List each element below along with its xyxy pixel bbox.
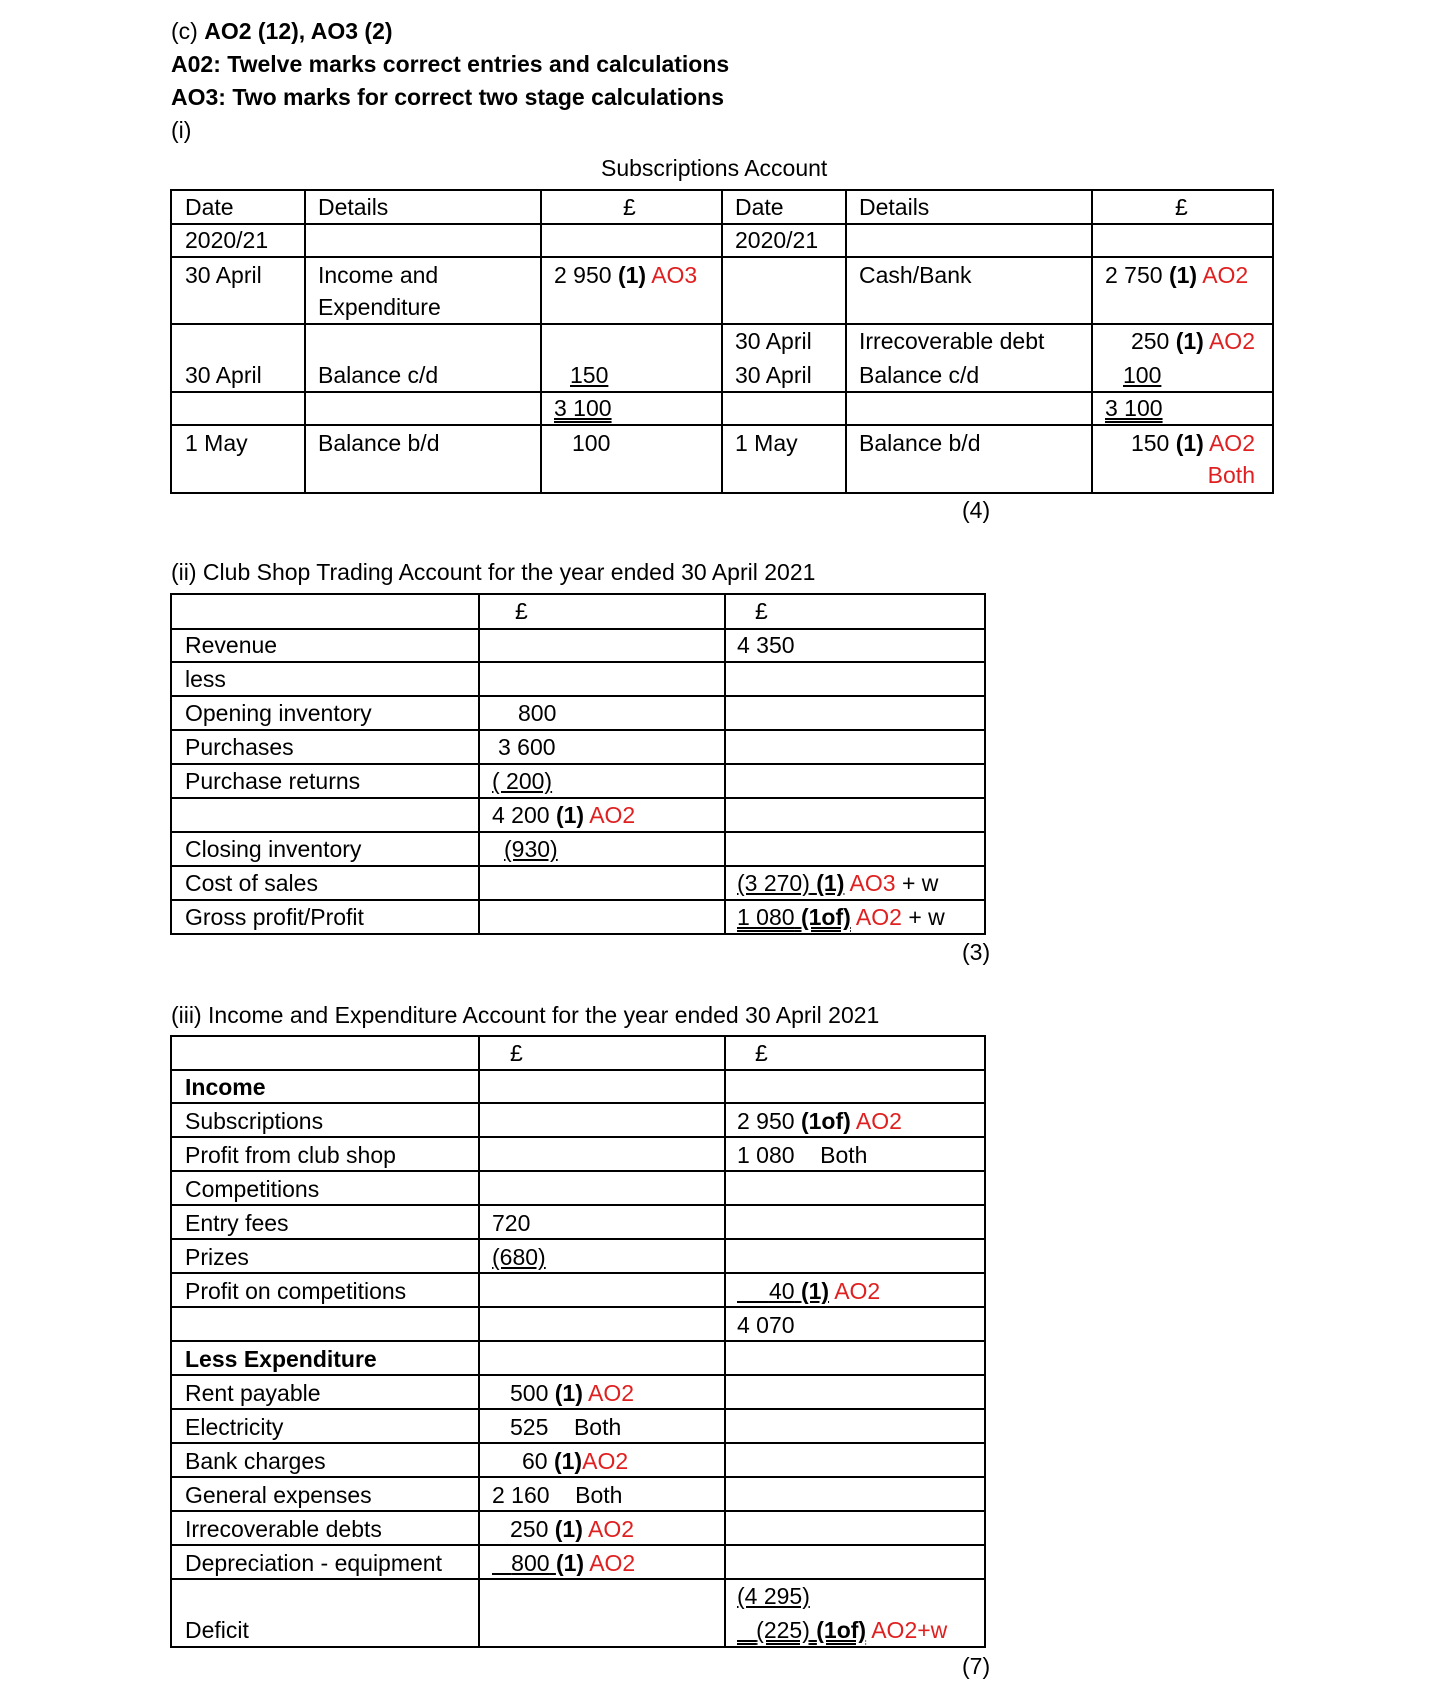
ie-bank-label: Bank charges [185,1448,326,1474]
subs-r2-right-amount: 250 (1) AO2 [1130,328,1255,354]
part-i-label: (i) [171,117,192,143]
ie-dep-value: 800 (1) AO2 [511,1550,636,1576]
subs-r1-right-amount: 2 750 (1) AO2 [1105,262,1249,288]
subs-r1-amount: 2 950 (1) AO3 [554,262,698,288]
subs-r3-right-details: Balance c/d [859,362,980,388]
ie-income-heading: Income [185,1074,266,1100]
ie-deficit-label: Deficit [185,1617,249,1643]
trading-subtotal-value: 4 200 (1) AO2 [492,802,636,828]
subs-r1-date: 30 April [185,262,262,288]
ie-entry-label: Entry fees [185,1210,289,1236]
ie-pcomp-value: 40 (1) AO2 [768,1278,881,1304]
ie-gen-value: 2 160 Both [492,1482,623,1508]
trading-gp-label: Gross profit/Profit [185,904,364,930]
ie-irr-label: Irrecoverable debts [185,1516,382,1542]
subs-year-right: 2020/21 [735,227,819,253]
ie-dep-label: Depreciation - equipment [185,1550,442,1576]
subs-header-details: Details [318,194,389,220]
subs-r3-amount: 150 [570,362,609,388]
subs-r1-right-details: Cash/Bank [859,262,972,288]
trading-revenue-value: 4 350 [737,632,795,658]
subs-marks: (4) [962,497,991,523]
ao2-criteria: A02: Twelve marks correct entries and calculations [171,51,730,77]
trading-opening-label: Opening inventory [185,700,372,726]
trading-marks: (3) [962,939,991,965]
subs-header-date: Date [185,194,234,220]
ie-shop-value: 1 080 Both [737,1142,868,1168]
ie-elec-label: Electricity [185,1414,284,1440]
ie-comp-label: Competitions [185,1176,320,1202]
trading-col1-header: £ [515,598,528,624]
ie-marks: (7) [962,1653,991,1679]
ao3-criteria: AO3: Two marks for correct two stage calculations [171,84,724,110]
trading-returns-label: Purchase returns [185,768,361,794]
ie-prizes-value: (680) [492,1244,546,1270]
subs-r5-right-date: 1 May [735,430,798,456]
ie-col1-header: £ [510,1040,523,1066]
subs-header-date-right: Date [735,194,784,220]
ie-expenditure-heading: Less Expenditure [185,1346,377,1372]
ie-prizes-label: Prizes [185,1244,249,1270]
trading-purchases-value: 3 600 [498,734,556,760]
question-heading: (c) AO2 (12), AO3 (2) [171,18,393,44]
subs-r2-right-date: 30 April [735,328,812,354]
subs-header-details-right: Details [859,194,930,220]
subs-r3-right-amount: 100 [1123,362,1162,388]
ie-col2-header: £ [755,1040,768,1066]
subs-total-left: 3 100 [554,395,612,421]
subs-r5-right-amount: 150 (1) AO2 [1130,430,1255,456]
ie-subs-value: 2 950 (1of) AO2 [737,1108,902,1134]
ie-total-income: 4 070 [737,1312,795,1338]
subs-r1-details-1: Income and [318,262,439,288]
ie-total-expenditure: (4 295) [737,1583,810,1609]
ie-deficit-value: (225) (1of) AO2+w [756,1617,948,1643]
trading-closing-value: (930) [504,836,558,862]
subs-r3-date: 30 April [185,362,262,388]
subs-header-amount: £ [623,194,636,220]
ie-elec-value: 525 Both [510,1414,622,1440]
ie-entry-value: 720 [492,1210,531,1236]
subs-r2-right-details: Irrecoverable debt [859,328,1045,354]
subs-r5-date: 1 May [185,430,248,456]
trading-closing-label: Closing inventory [185,836,362,862]
trading-cos-label: Cost of sales [185,870,318,896]
ie-gen-label: General expenses [185,1482,372,1508]
trading-revenue-label: Revenue [185,632,278,658]
ie-subs-label: Subscriptions [185,1108,324,1134]
trading-purchases-label: Purchases [185,734,294,760]
ie-irr-value: 250 (1) AO2 [510,1516,635,1542]
subs-r3-details: Balance c/d [318,362,439,388]
ie-rent-label: Rent payable [185,1380,321,1406]
trading-returns-value: ( 200) [492,768,553,794]
subs-r5-right-details: Balance b/d [859,430,981,456]
subs-r5-both: Both [1207,462,1255,488]
ie-bank-value: 60 (1)AO2 [522,1448,629,1474]
ie-rent-value: 500 (1) AO2 [510,1380,635,1406]
subs-year-left: 2020/21 [185,227,269,253]
trading-opening-value: 800 [518,700,557,726]
subs-r1-details-2: Expenditure [318,294,441,320]
subscriptions-title: Subscriptions Account [601,155,828,181]
trading-less-label: less [185,666,226,692]
ie-pcomp-label: Profit on competitions [185,1278,407,1304]
trading-col2-header: £ [755,598,768,624]
trading-cos-value: (3 270) (1) AO3 + w [737,870,939,896]
trading-gp-value: 1 080 (1of) AO2 + w [737,904,945,930]
subs-total-right: 3 100 [1105,395,1163,421]
subs-header-amount-right: £ [1175,194,1188,220]
ie-shop-label: Profit from club shop [185,1142,396,1168]
subs-r5-amount: 100 [572,430,611,456]
subs-r3-right-date: 30 April [735,362,812,388]
subs-r5-details: Balance b/d [318,430,440,456]
trading-title: (ii) Club Shop Trading Account for the year ended 30 April 2021 [171,559,816,585]
ie-title: (iii) Income and Expenditure Account for the year ended 30 April 2021 [171,1002,880,1028]
